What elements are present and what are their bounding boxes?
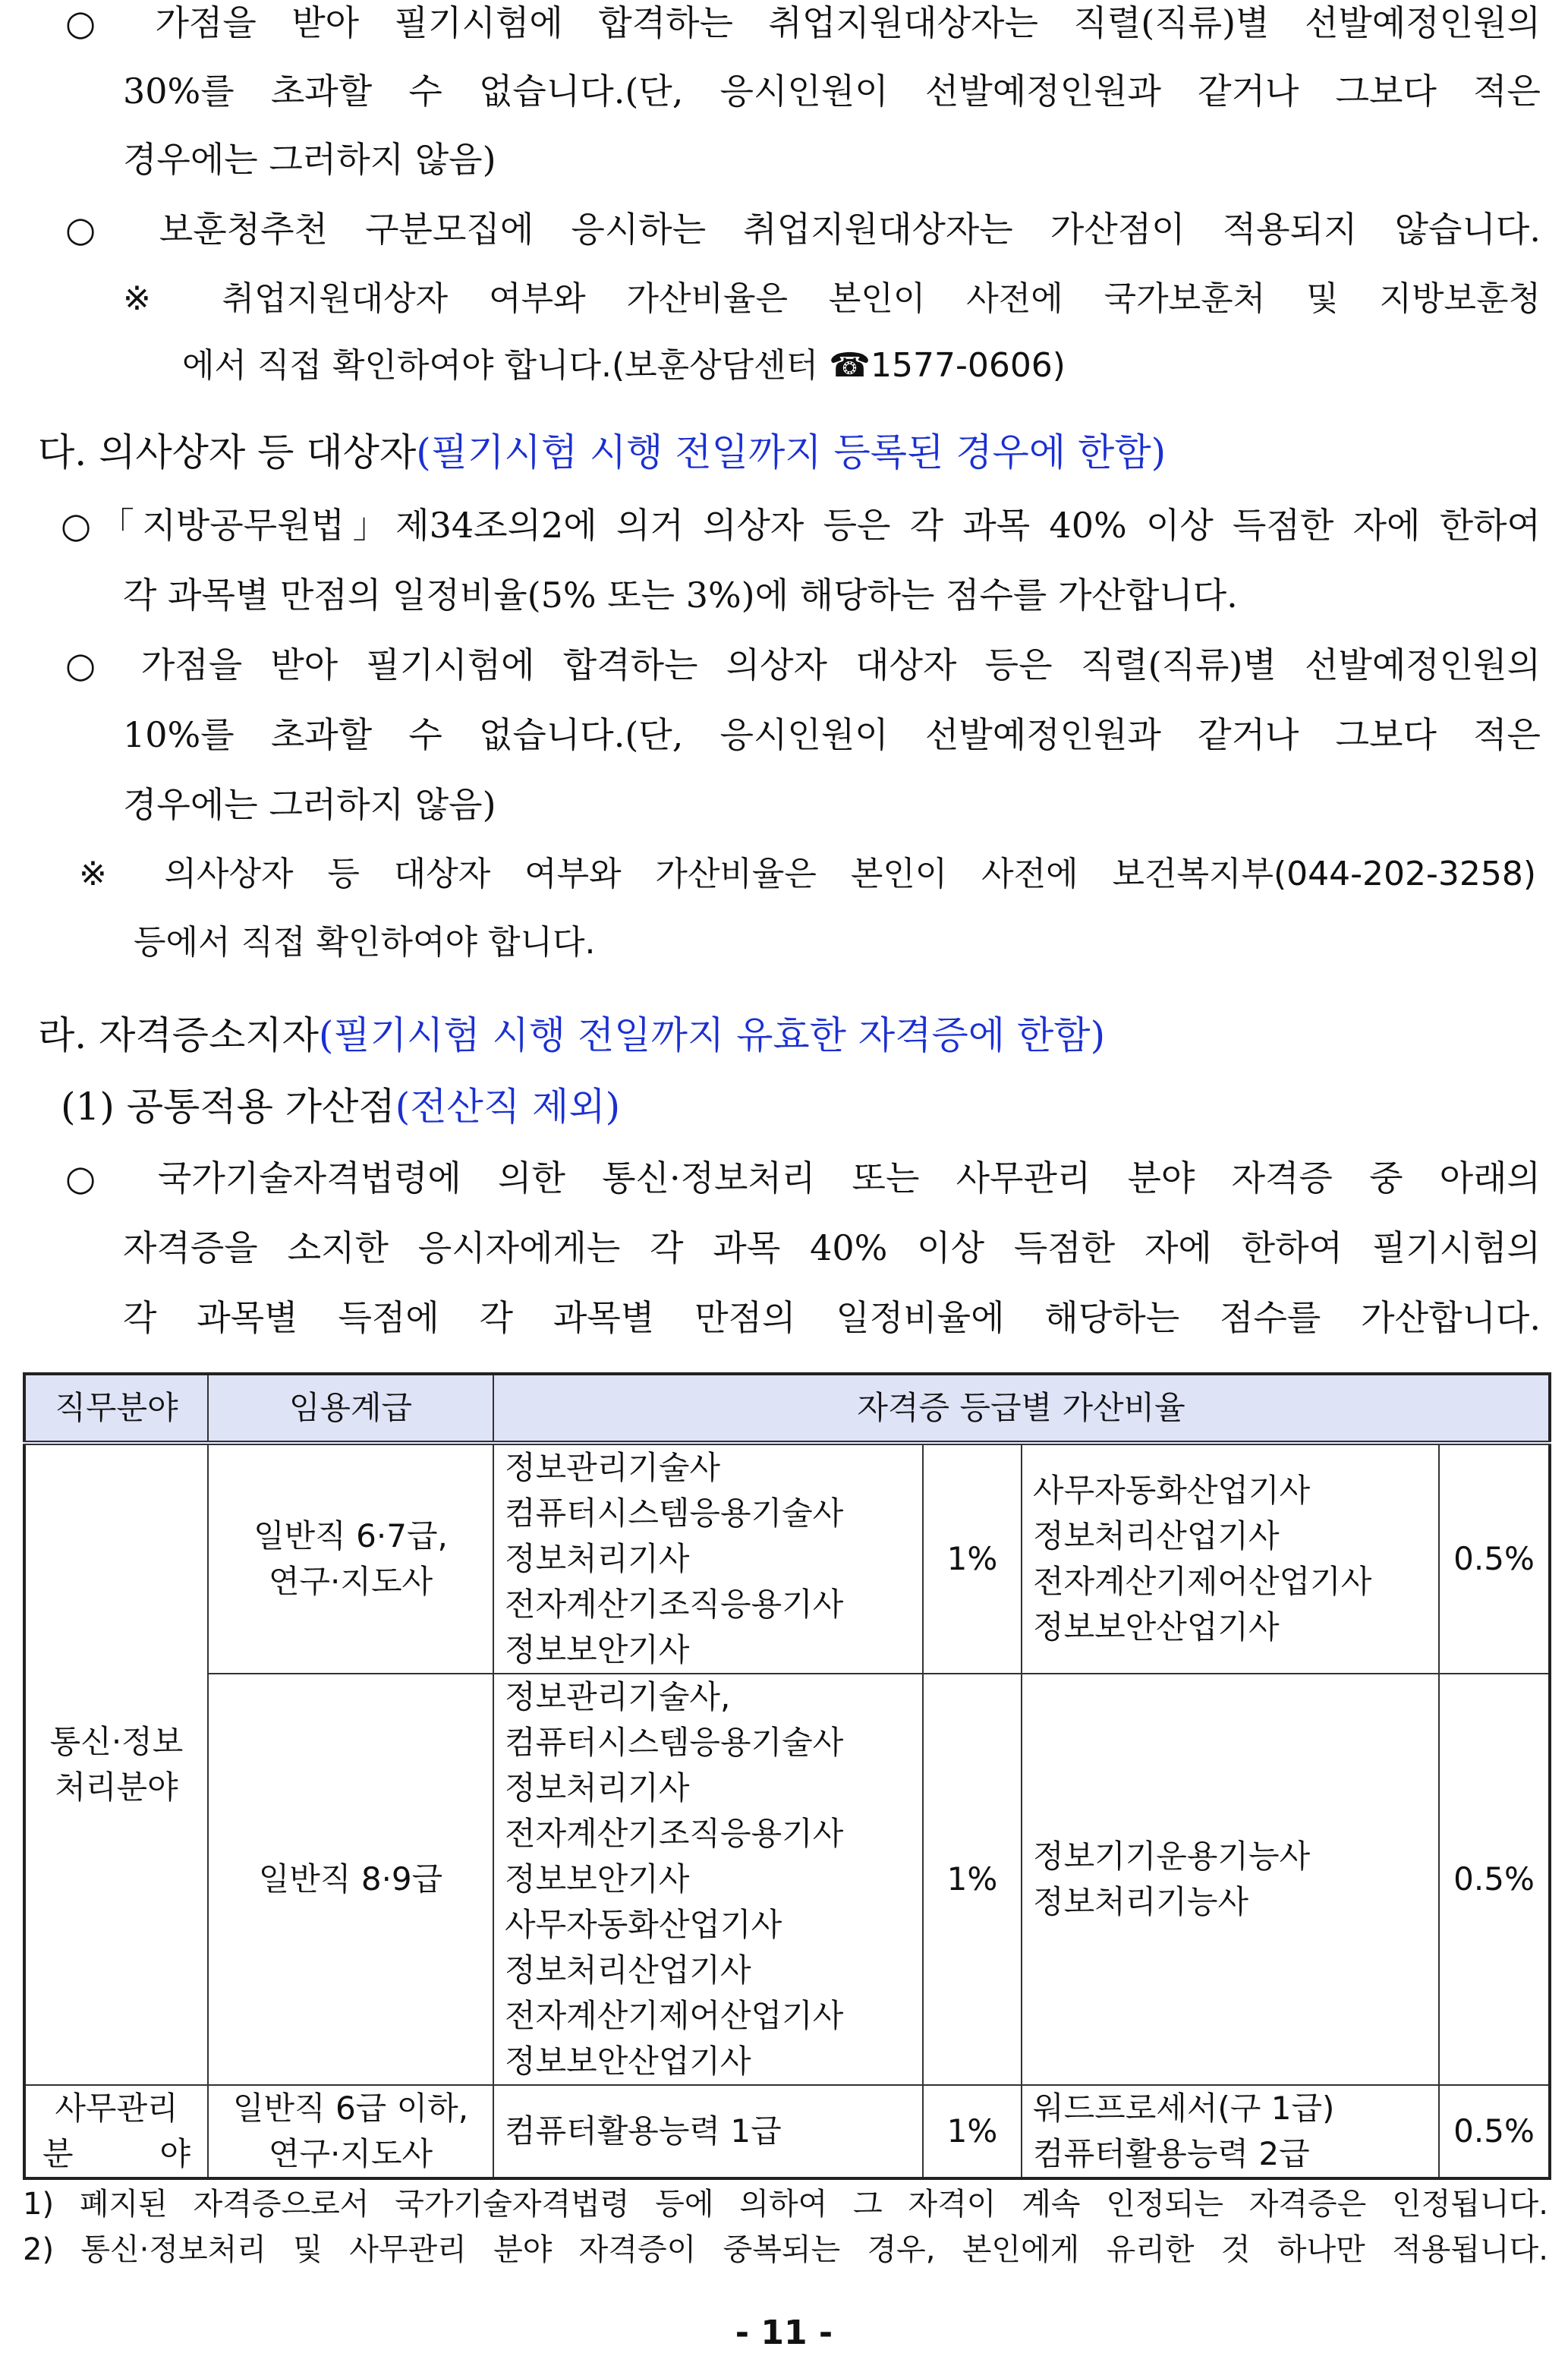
paragraph-line: 각 과목별 득점에 각 과목별 만점의 일정비율에 해당하는 점수를 가산합니다. xyxy=(123,1297,1541,1338)
cert-list-a: 정보관리기술사, 컴퓨터시스템응용기술사 정보처리기사 전자계산기조직응용기사 정보보안기사 사무자동화산업기사 정보처리산업기사 전자계산기제어산업기사 정보보안산업기사 xyxy=(493,1674,923,2085)
rate-b-cell: 0.5% xyxy=(1439,2085,1550,2178)
header-grade: 임용계급 xyxy=(208,1374,493,1443)
paragraph: ○ 국가기술자격법령에 의한 통신·정보처리 또는 사무관리 분야 자격증 중 아래의 xyxy=(65,1158,1541,1198)
rate-b-cell: 0.5% xyxy=(1439,1674,1550,2085)
table-row xyxy=(24,2085,1550,2178)
footnote: 2) 통신·정보처리 및 사무관리 분야 자격증이 중복되는 경우, 본인에게 유리한 것 하나만 적용됩니다. xyxy=(23,2232,1548,2267)
header-field: 직무분야 xyxy=(24,1374,208,1443)
paragraph-line: 경우에는 그러하지 않음) xyxy=(123,784,496,825)
rate-a-cell: 1% xyxy=(923,2085,1022,2178)
field-cell: 통신·정보 처리분야 xyxy=(24,1443,208,2085)
footnote: 1) 폐지된 자격증으로서 국가기술자격법령 등에 의하여 그 자격이 계속 인정되는 자격증은 인정됩니다. xyxy=(23,2187,1548,2222)
paragraph: ○ 보훈청추천 구분모집에 응시하는 취업지원대상자는 가산점이 적용되지 않습니다. xyxy=(65,209,1541,250)
paragraph: ○ 가점을 받아 필기시험에 합격하는 취업지원대상자는 직렬(직류)별 선발예정인원의 xyxy=(65,2,1541,43)
note-line: 등에서 직접 확인하여야 합니다. xyxy=(134,923,596,962)
header-bonus-rate: 자격증 등급별 가산비율 xyxy=(493,1374,1550,1443)
grade-cell: 일반직 8·9급 xyxy=(208,1674,493,2085)
rate-b-cell: 0.5% xyxy=(1439,1443,1550,1674)
section-heading: 라. 자격증소지자(필기시험 시행 전일까지 유효한 자격증에 한함) xyxy=(38,1013,1106,1057)
field-cell: 사무관리 분 야 xyxy=(24,2085,208,2178)
note: ※ 의사상자 등 대상자 여부와 가산비율은 본인이 사전에 보건복지부(044-202-3258) xyxy=(79,855,1536,893)
page-number: - 11 - xyxy=(735,2313,833,2352)
table-row xyxy=(24,1674,1550,2085)
note-line: 에서 직접 확인하여야 합니다.(보훈상담센터 ☎1577-0606) xyxy=(182,346,1066,385)
paragraph-line: 각 과목별 만점의 일정비율(5% 또는 3%)에 해당하는 점수를 가산합니다. xyxy=(123,575,1238,616)
sub-heading: (1) 공통적용 가산점(전산직 제외) xyxy=(61,1085,621,1129)
paragraph-line: 10%를 초과할 수 없습니다.(단, 응시인원이 선발예정인원과 같거나 그보다 적은 xyxy=(123,714,1541,755)
paragraph-line: 자격증을 소지한 응시자에게는 각 과목 40% 이상 득점한 자에 한하여 필기시험의 xyxy=(123,1227,1541,1268)
certificate-bonus-table xyxy=(23,1372,1551,2180)
cert-list-b: 사무자동화산업기사 정보처리산업기사 전자계산기제어산업기사 정보보안산업기사 xyxy=(1022,1443,1439,1674)
table-row xyxy=(24,1443,1550,1674)
cert-list-a: 컴퓨터활용능력 1급 xyxy=(493,2085,923,2178)
cert-list-a: 정보관리기술사 컴퓨터시스템응용기술사 정보처리기사 전자계산기조직응용기사 정보보안기사 xyxy=(493,1443,923,1674)
rate-a-cell: 1% xyxy=(923,1674,1022,2085)
paragraph: ○ 가점을 받아 필기시험에 합격하는 의상자 대상자 등은 직렬(직류)별 선발예정인원의 xyxy=(65,644,1541,685)
rate-a-cell: 1% xyxy=(923,1443,1022,1674)
note: ※ 취업지원대상자 여부와 가산비율은 본인이 사전에 국가보훈처 및 지방보훈청 xyxy=(123,279,1541,318)
grade-cell: 일반직 6급 이하, 연구·지도사 xyxy=(208,2085,493,2178)
table-header-row xyxy=(24,1374,1550,1443)
cert-list-b: 정보기기운용기능사 정보처리기능사 xyxy=(1022,1674,1439,2085)
paragraph: ○「지방공무원법」제34조의2에 의거 의상자 등은 각 과목 40% 이상 득점한 자에 한하여 xyxy=(61,505,1541,546)
cert-list-b: 워드프로세서(구 1급) 컴퓨터활용능력 2급 xyxy=(1022,2085,1439,2178)
paragraph-line: 경우에는 그러하지 않음) xyxy=(123,139,496,180)
grade-cell: 일반직 6·7급, 연구·지도사 xyxy=(208,1443,493,1674)
paragraph-line: 30%를 초과할 수 없습니다.(단, 응시인원이 선발예정인원과 같거나 그보다 적은 xyxy=(123,71,1541,112)
section-heading: 다. 의사상자 등 대상자(필기시험 시행 전일까지 등록된 경우에 한함) xyxy=(38,430,1167,474)
